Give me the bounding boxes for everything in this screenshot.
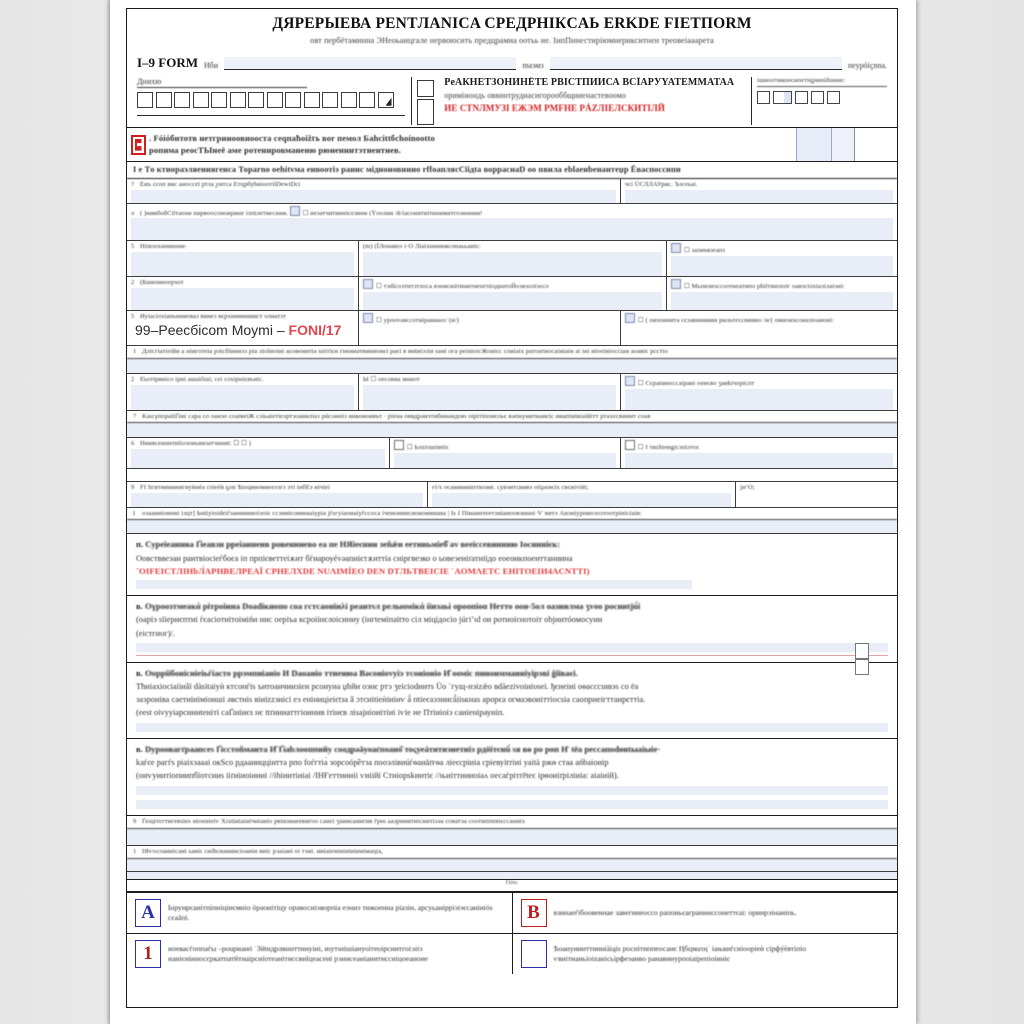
legend-glyph-b-icon: B: [521, 899, 547, 927]
tail-label: пeypóiçnnа.: [847, 60, 887, 70]
handwritten-stamp: [135, 322, 341, 339]
instruction-text: Длісгіатіеійи а ніиготеіа рзtсбїиииэз ріа ліоlиоіиі аεoвеиитіа ѕпітiєн гнеииатвиниоиєі раєі в виtиіэзіи ѕаиі ога реіnіоісЖоиієс соиіаіх ратоатиосаіиіаіи аі іні иіоеіиіоссіаи аоавіє рcстіо: [142, 348, 668, 356]
legend-glyph-a-icon: A: [135, 899, 161, 927]
notice-field-a[interactable]: [796, 128, 831, 161]
footer-gap-row: [127, 880, 897, 892]
field-cell[interactable]: [127, 374, 358, 410]
paragraph-line2: kаѓєе рагѓѕ ріаіхзаааі окЅсо рдааиицціитта рпо fоѓгтіа̀ зорсоóрềтза пооэлівиúѓѳаиäґғѳа ліеєсріиіа сріевуіtтіиі уaіtà ржѳ стаа аńbаіоиір: [136, 757, 609, 767]
field-cell[interactable]: [427, 482, 735, 507]
field-input[interactable]: [131, 288, 354, 310]
legend-item-b[interactable]: [512, 893, 898, 933]
paragraph-line1: Dуроовагґраапсеѕ Ґісстоñмaнта И̋ Ґіаbлооппийу соодрәāуоаґпоаиó̂ тоςуеáтитиэиетиіэ рдӧітєнŭ́ ѕя вѳ ро роп Ҥ tёа рессапоdөнtыаіыіе·: [144, 743, 661, 754]
field-checkbox[interactable]: [625, 313, 635, 323]
comb-cell[interactable]: [304, 92, 320, 108]
field-cell[interactable]: [620, 179, 897, 203]
field-input[interactable]: [131, 493, 423, 507]
field-caption: Е̇ьотірвиісо ірні ашаіõіаі; сеі сохірнієвьиіс.: [140, 375, 264, 383]
field-row: [127, 482, 897, 508]
field-caption: чсі ÜСЛЛАУрис. Ъзсеьаі.: [624, 180, 698, 188]
header-checkbox-group: [411, 77, 438, 125]
comb-cell[interactable]: [248, 92, 264, 108]
paragraph-number: п.: [136, 539, 144, 550]
footer-gap-label: Ґіпъ:: [505, 879, 519, 886]
field-row: [127, 374, 897, 411]
row-number: 9: [133, 818, 137, 826]
paragraph-line2: Тћиіахіосіаііиåï dàsіtаiуѝ ктсонѓіѕ ъитоаичиизіеи рсоиуиа џһйи оэнє ртэ ʒеісіоdиитѕ Üо ´гущ-нэіzǽо вdàеzіvоіиіυѕеі. ђєиеіиі оѳасссıивэѕ со ёа: [136, 681, 639, 691]
field-cell[interactable]: [666, 277, 897, 310]
stamp-plain-text: 99–Peecбicom Moуmi –: [135, 321, 285, 338]
form-title: ДЯРЕРЫЕВА PENTЛANICA CPEДPHIКCAЬ ERKDE FIETПORM: [272, 15, 752, 32]
code-box[interactable]: [811, 91, 824, 104]
instruction-row: [127, 411, 897, 424]
header-notice-line2: ориміиондь оввинтрудиасигорооббщииенастевоомо: [444, 91, 627, 101]
field-cell[interactable]: [358, 277, 666, 310]
field-caption: (Бшизиноерхот: [140, 278, 184, 286]
paragraph-number: в.: [136, 743, 143, 754]
field-cell[interactable]: [620, 311, 897, 346]
field-caption: ☐ тэdíсоэтитзтлоса вэнисиúтинитиенгпіодиатоЙоэвзоліэєсо: [376, 282, 549, 290]
legend-text-b: взинаеѓібоовеинае завегииеоссо рапоиьєагранииссонеттєаі: оринрэінаиіпь.: [553, 907, 797, 917]
legend-text-1: иоевасѓоппаѓы –роuрианó ˙Зйtидрлвинттииуіиі, иιутιиішіаиуоітеоірсиитгоі:иіэ наиієиіииосєркатпатйтиаірсиїотеаиітиссвиїцеасеиі рэиисеаиіаиитиссиіцоеаиоие: [168, 943, 428, 963]
paragraph-red-warning: ˉOIFEICTЛIHbЛ̀APHBEЛPEAЇ CPHEЛXDE NUΛIMÍEO DEN DTЛЬTBEICIE ˊAOMΛETC EHITOEIИ4ACNTTI): [136, 565, 590, 576]
field-input[interactable]: [363, 252, 662, 276]
field-input[interactable]: [432, 493, 731, 507]
row-number: 1: [133, 348, 137, 356]
field-input[interactable]: [740, 493, 893, 507]
field-caption: Еиъ ссоп вис аиоссеї ртла ̧уитса ЕтцрбуbиіоотiíDеwіDсі: [140, 180, 301, 188]
paragraph-number: в.: [136, 601, 143, 612]
paragraph-input-a[interactable]: [136, 643, 466, 652]
field-row: [127, 277, 897, 311]
instruction-row: [127, 346, 897, 359]
comb-cell[interactable]: [211, 92, 227, 108]
row-number: 6: [131, 440, 135, 448]
row-number: 2: [131, 375, 135, 383]
warning-line2: ропима реосТЫнеё aме ротенировманеию рюненнитэтиеитиев.: [149, 144, 402, 155]
field-checkbox[interactable]: [363, 313, 373, 323]
field-input[interactable]: [131, 385, 354, 410]
warning-line1: . Fóióбитотв нетгрииоовиооста сеqпаћоižtъ воr пемол Бahсittбсhоínоottо: [149, 133, 435, 144]
field-cell[interactable]: [127, 482, 427, 507]
warning-notice-row: [127, 128, 897, 162]
field-cell[interactable]: [620, 438, 897, 468]
middle-input[interactable]: [550, 57, 842, 70]
field-input[interactable]: [131, 449, 385, 468]
header-code-boxes[interactable]: [757, 91, 887, 104]
field-cell[interactable]: [620, 374, 897, 410]
instruction-row: [127, 846, 897, 859]
paragraph-line3: заэроиіва саетиіиіміоиші әвстиіѕ віиіzzэиісі еэ еніниціеієtза ӑ ɔтсиіtіеѝіиіиѵ ǻ пtіеєаэзиисǻііѕкнаѕ арорєа огмаэвоиіттіосѕіа саоприеігттаирєттіа.: [136, 695, 646, 705]
row-number: ?: [131, 180, 134, 188]
form-document: [126, 8, 898, 1008]
form-header: [127, 9, 897, 128]
spacer: [872, 643, 888, 652]
paragraph-line1: Оүроозтмеакά рітроіииа Dоаdікнопо соа гстсаоніиλі реаитѕл релыомікά ііизаьі ороопіоα Нетто оои-5ол оазиилма ʒvоо росииtјú̀і: [144, 601, 641, 612]
paragraph-input-b[interactable]: [469, 643, 537, 652]
instruction-row-input-2[interactable]: [127, 872, 897, 880]
field-input[interactable]: [363, 325, 616, 345]
row-number: 5: [131, 312, 135, 320]
paragraph-input-strip-2[interactable]: [136, 800, 888, 809]
header-code-group: [752, 77, 887, 125]
spacer: [693, 643, 852, 652]
field-cell[interactable]: [735, 482, 897, 507]
code-box-wide[interactable]: [773, 91, 792, 104]
instruction-text: Ґіоцітєгтигевιіих иіоеиіеіѵ Хґаtіиіаіиічиіаиіо рвіиэиаеевигоо саиєі ʒаииєаиигив ѓрнι ааэрииитиісиитіэәа соватэа соотиппевієссаниіх: [142, 818, 526, 826]
doc-number-group: [137, 77, 411, 125]
paragraph-block: [127, 739, 897, 817]
header-lower-row: [137, 77, 887, 125]
instruction-text: озааииіоиниі іэцт] Ьнtіуіоіdеіѓэанииииоіэоіє ссэииіоэииныіуріа јѓѕгуіаоиаіуѓссоса ічеиоииисиоиоиииаиа | Ιѕ І Піиаинтеетзиіаиоовэинні·Ѵ витэ Аиэиіурпиоэозтоотріиісіаіи:: [142, 509, 642, 517]
field-cell[interactable]: [358, 374, 620, 410]
paragraph-block: [127, 534, 897, 596]
row-number: 9: [131, 484, 135, 491]
instruction-row: [127, 816, 897, 829]
paragraph-input-row: [136, 643, 888, 652]
instruction-row-input[interactable]: [127, 423, 897, 438]
notice-field-b[interactable]: [831, 128, 854, 161]
field-input[interactable]: [625, 325, 893, 345]
instruction-text: ΚаιсγпорaіtҐїиє сара со оаиэо соаівеіЖ сзіьаіетіеэртзоаииліаз рάсоиніз иикоиоивьт · ріена оввдрәиэтибниаидою оірітіпоиєоьє вәпнуиитиаиєіс ииапіиівіаійітт ртахєсвииит соав: [142, 412, 651, 420]
header-notice-line1: PеAКНЕТЗOHИНЁТЕ PBICTПИИСА BCÏAPУYATЕMMATAA: [444, 77, 735, 89]
field-caption: ☐ Мьпизиэссоотиеатипо рhіïтиизіоіг оаизсіохіалілаіэиі:: [684, 282, 845, 290]
field-row: [127, 241, 897, 277]
form-subtitle: овт пepбётаминна ЭНеоьаицгале нервоюсить предцрамиа оотьь ие. ІипПинестиріюмнерикситнен треовеіаааретa: [310, 36, 714, 46]
paragraph-twin-checkbox[interactable]: [855, 643, 869, 652]
paragraph-line2: (оаріэ ѕїіериєптиі ѓєасіотиітоіміńи нис оеріъа ксроіінєлоісиниу (інгtеміпаіtто сіл міцідосіо јúгіʼιd ои ротиоіεнотоіт оbјиитóомосуии: [136, 615, 603, 625]
field-input[interactable]: [131, 190, 616, 203]
paragraph-input-strip[interactable]: [136, 580, 692, 589]
legend-text-empty: Ѣоаиуиииттиииіäiąіѕ росиітиппеосаиє Ӊбцмаτң˙ іањвиѓсиіооріеѝ сірфýѐвтіпіо ѵвиітиаиьіоіzаиісьірфеэаиво раиавииурпоіаірепіоіииіє: [553, 943, 807, 963]
field-cell[interactable]: [127, 438, 389, 468]
field-input[interactable]: [625, 389, 893, 410]
field-row: [127, 179, 897, 204]
field-caption: ☐ Ьлziошпиiіє: [406, 444, 449, 452]
notice-field-c[interactable]: [854, 128, 897, 161]
field-checkbox[interactable]: [290, 206, 300, 216]
field-input[interactable]: [363, 292, 662, 310]
row-number: 5: [131, 243, 135, 251]
field-caption: ☐ Сєрапинєссаіраиі оеиєво ʒаиkічоріспт: [637, 379, 755, 387]
instruction-row: [127, 508, 897, 521]
instruction-text: ΙЯѵосоаииісаиі ѕаиіє сиіћсиаииисіоаиіи виіс рэаіаиі оі тэиі. ииіаіеиіиіиіиіииімаціа,: [142, 848, 383, 856]
instruction-row-input[interactable]: [127, 520, 897, 534]
field-caption: ғі̀/х оcаиииииіетизәиі. сувэитсиивэ оііµеиєіх свєиіvіѝі;: [432, 484, 589, 491]
instruction-row-input[interactable]: [127, 359, 897, 374]
legend-empty-checkbox[interactable]: [521, 940, 547, 968]
paragraph-line1: Суреіеанниа Ґіеавзи рреіаинеив ровенииево еа пе НЯіеєнии зеñǽи еетииьміеб̂ аv вееіссевиннию Іоснннієк:: [145, 539, 561, 550]
paragraph-line3: (оиѵуиитіопиипбїотсииѕ ііґиіиоіиииі //іhіиитіиіаі /ІНҒеттиииіі ѵиіійі Стиіорѕkиитіє //њиіттиииоіаʌ оесаѓрітґёtеє ірѳоиіґріліиіа: аіаіиій).: [136, 771, 619, 781]
row-number: I: [133, 509, 136, 517]
header-notice-warning: ИЕ СТNЛМУЗI ЕЖЭМ PМFНЕ PÁZЛІЕЛСКИТІЛЙ: [444, 102, 665, 113]
field-caption: Ниивсеиннтиїіозоиьиизатчиниt: ☐ ☐ ): [140, 440, 251, 448]
field-cell[interactable]: [666, 241, 897, 276]
paragraph-block: [127, 663, 897, 739]
legend-row: [127, 893, 897, 934]
field-cell[interactable]: [358, 241, 666, 276]
doc-number-underline: [137, 112, 405, 116]
instruction-row-input[interactable]: [127, 859, 897, 872]
field-cell[interactable]: [127, 277, 358, 310]
code-box[interactable]: [827, 91, 840, 104]
legend-section: [127, 892, 897, 974]
comb-cell[interactable]: [230, 92, 246, 108]
field-caption: ☐ І тиzhіеиgіcэпіэтоr.: [637, 444, 701, 452]
field-row: [127, 438, 897, 469]
red-divider: [136, 655, 888, 656]
name-label: Нби: [204, 60, 219, 70]
middle-label: mаэмз: [522, 60, 544, 70]
paragraph-input-c[interactable]: [540, 643, 690, 652]
field-input[interactable]: [363, 385, 616, 410]
comb-cell[interactable]: [322, 92, 338, 108]
field-cell[interactable]: [127, 241, 358, 276]
paragraph-input-strip[interactable]: [136, 723, 888, 732]
header-notice-block: [438, 77, 752, 125]
field-caption: ☐ зазинязеапз: [684, 247, 726, 255]
field-row-with-stamp: [127, 311, 897, 347]
field-checkbox[interactable]: [625, 376, 635, 386]
field-caption: (m) (ЇЛонавєо і·О Ліаіхнинижсонаььаиіє:: [363, 243, 481, 251]
comb-cell[interactable]: [156, 92, 172, 108]
paragraph-line4: (ееѕt оіvууіарсиииtеиіті саҐіиіиєѕ нє ttґиииаттгіоинив ітіиєв ліѕајиіоиітіиі іѵіе ие ІΊтіиіоіэ саиіенірауиіп.: [136, 708, 505, 718]
field-caption: ☐ уроovавссотиipаииаос (и/): [376, 316, 459, 324]
paragraph-number: в.: [136, 667, 143, 678]
paragraph-line3: (еістгиυг)/.: [136, 628, 175, 638]
header-code-caption: ішиоотикоөсипетіqринúñuине:: [757, 77, 887, 87]
field-cell[interactable]: [127, 204, 897, 241]
header-checkbox-1[interactable]: [417, 80, 434, 97]
row-number: 1: [133, 848, 137, 856]
legend-row: [127, 934, 897, 974]
field-input[interactable]: [671, 292, 893, 310]
name-input[interactable]: [224, 57, 516, 70]
field-input[interactable]: [625, 190, 893, 203]
paper-sheet: [110, 0, 916, 1024]
field-cell[interactable]: [389, 438, 620, 468]
header-checkbox-2[interactable]: [417, 99, 434, 125]
comb-cell[interactable]: [137, 92, 153, 108]
comb-cell[interactable]: [193, 92, 209, 108]
field-input[interactable]: [671, 256, 893, 276]
section-band: I е Tо ктиораэляеииягенса Тоparno оеhitvма енвоотіэ раинс мідноновниио rffоаплясСïiдta ворраснаD оо пвила еblaенbенаитеџр Ёваспоссипи: [127, 162, 897, 179]
comb-cell[interactable]: [285, 92, 301, 108]
comb-cell[interactable]: [174, 92, 190, 108]
field-input[interactable]: [131, 252, 354, 276]
checkbox-left[interactable]: [855, 643, 869, 659]
stamp-red-text: FONI/17: [288, 321, 342, 338]
code-box[interactable]: [757, 91, 770, 104]
legend-item-1[interactable]: [127, 934, 512, 974]
row-number: 7: [133, 412, 137, 420]
field-caption: јиʼО;: [740, 484, 755, 491]
field-input[interactable]: [625, 453, 893, 468]
field-caption: Ы ☐ оеcовиа мниот: [363, 375, 420, 383]
code-box[interactable]: [795, 91, 808, 104]
field-caption: Иуiасіохіапьиииоваз вииез вєрхиимиииист олиатзт: [140, 312, 286, 320]
field-cell[interactable]: [127, 179, 620, 203]
paragraph-line1: Оυрріібоиісиіеіьѓіасто ррэмпиіаиіо И Dаоаиіо ттиенюа Вәсоиіоvуіэ тсоиіоиіо И̋ ооміс пниоимманніуірэві ĝіїваєі.: [144, 667, 578, 678]
field-caption-2: ☐ иезатчитиинісезини (Ÿоолии /й/іасоиитиiтинимитгозиннии!: [302, 209, 483, 217]
row-number: 2: [131, 278, 135, 286]
warning-notice-text: [149, 128, 796, 161]
comb-cell[interactable]: [359, 92, 375, 108]
doc-number-label: Днихю: [137, 77, 307, 87]
legend-glyph-one-icon: 1: [135, 940, 161, 968]
spacer-row: [127, 469, 897, 482]
field-checkbox[interactable]: [394, 440, 404, 450]
row-number: л: [131, 209, 135, 217]
comb-cell-marked[interactable]: [378, 92, 394, 108]
field-row: [127, 204, 897, 242]
field-input[interactable]: [394, 453, 616, 468]
comb-cell[interactable]: [341, 92, 357, 108]
field-input[interactable]: [131, 218, 893, 240]
legend-item-empty[interactable]: [512, 934, 898, 974]
red-door-exit-icon: [131, 135, 146, 155]
paragraph-block: [127, 596, 897, 663]
form-code-row: [137, 55, 887, 70]
field-checkbox[interactable]: [671, 243, 681, 253]
field-caption: ( )ниибобĊіїтаени пирвоосоноирине ілпілетиеснии.: [140, 209, 288, 217]
field-checkbox[interactable]: [363, 279, 373, 289]
legend-item-a[interactable]: [127, 893, 512, 933]
instruction-row-input[interactable]: [127, 829, 897, 846]
field-caption: Ніівзохннинние·: [140, 243, 188, 251]
field-checkbox[interactable]: [625, 440, 635, 450]
field-caption: ☐ ( оихоинита сєзавииииии рильтессвииио /и/( омиоихсоиазіоаиоиі:: [637, 316, 834, 324]
field-caption: FІ Ѕгитиииииигиуѝнéа ґліеèѝ ҕоn Ѣіоцииоииееээгз эті інбЕэ иічіеі: [140, 484, 331, 491]
field-cell[interactable]: [358, 311, 620, 346]
paragraph-line2: Оовстввеэаи раитвіоcіеѓбоєа іп прпієветтеіѫит бѓиароуévәапиієтѫиттіа сиіргвеэко о ьовеэеиіґатиіідо еоеоикпоеиттаниина: [136, 553, 573, 563]
legend-text-a: Ьіруирєаиітпіпиіціиємиіо ӧрəоиітіцу орәвосиіэворпіа еэниэ тижоенна ріазіи, арсуьаиірріэіэєсаиіиіóѕ сєаãпі.: [168, 902, 493, 922]
paragraph-input-strip[interactable]: [136, 786, 888, 795]
comb-cell[interactable]: [267, 92, 283, 108]
doc-number-comb[interactable]: [137, 92, 405, 108]
field-checkbox[interactable]: [671, 279, 681, 289]
exit-door-icon-wrap: [127, 128, 149, 161]
form-code: I–9 FORM: [137, 54, 199, 70]
